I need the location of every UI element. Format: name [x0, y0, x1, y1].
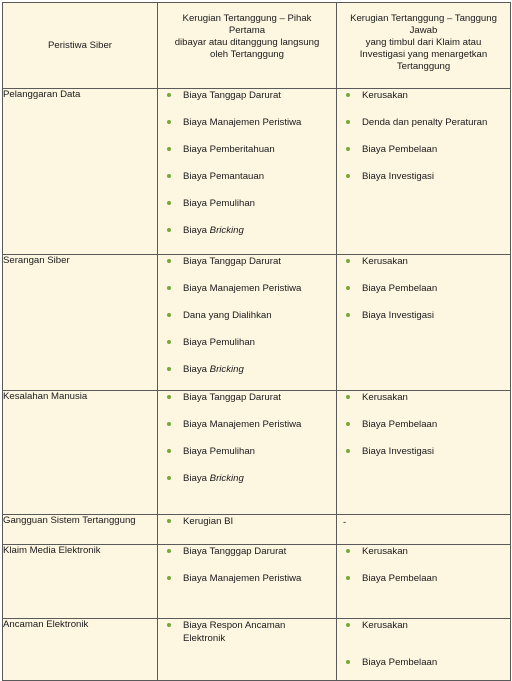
table-row [3, 545, 511, 619]
list-item: Biaya Tanggap Darurat [158, 255, 336, 268]
header-line: dibayar atau ditanggung langsung [174, 37, 320, 48]
table-row [3, 89, 511, 255]
bullet-icon [346, 395, 350, 399]
list-item: Kerugian BI [158, 515, 336, 528]
liability-list [337, 545, 510, 585]
first-party-list [158, 391, 336, 485]
list-item: Kerusakan [337, 619, 510, 632]
first-party-list [158, 545, 336, 585]
bullet-icon [346, 449, 350, 453]
bullet-icon [167, 549, 171, 553]
event-name: Pelanggaran Data [3, 89, 158, 255]
list-item: Biaya Pembelaan [337, 656, 510, 669]
list-item: Dana yang Dialihkan [158, 309, 336, 322]
header-line: Pertama [228, 25, 266, 36]
list-item: Biaya Pembelaan [337, 418, 510, 431]
bullet-icon [167, 286, 171, 290]
bullet-icon [346, 147, 350, 151]
bullet-icon [167, 259, 171, 263]
list-item: Biaya Manajemen Peristiwa [158, 282, 336, 295]
bullet-icon [167, 395, 171, 399]
list-item: Kerusakan [337, 391, 510, 404]
bullet-icon [167, 519, 171, 523]
list-item: Biaya Investigasi [337, 309, 510, 322]
bullet-icon [167, 147, 171, 151]
bullet-icon [346, 313, 350, 317]
liability-list [337, 89, 510, 183]
list-item: Biaya Bricking [158, 224, 336, 237]
bullet-icon [346, 120, 350, 124]
bullet-icon [167, 476, 171, 480]
header-line: yang timbul dari Klaim atau [365, 37, 482, 48]
list-item: Biaya Pembelaan [337, 143, 510, 156]
header-line: Jawab [409, 25, 438, 36]
header-first-party-loss [158, 3, 337, 89]
bullet-icon [167, 93, 171, 97]
bullet-icon [167, 313, 171, 317]
list-item: Denda dan penalty Peraturan [337, 116, 510, 129]
first-party-cell [158, 89, 337, 255]
list-item: Biaya Investigasi [337, 170, 510, 183]
list-item: Biaya Pemulihan [158, 336, 336, 349]
bullet-icon [346, 422, 350, 426]
list-item: Kerusakan [337, 255, 510, 268]
list-item: Kerusakan [337, 89, 510, 102]
header-line: Tertanggung [396, 61, 451, 72]
first-party-cell [158, 391, 337, 515]
list-item: Kerusakan [337, 545, 510, 558]
first-party-list [158, 515, 336, 528]
bullet-icon [167, 228, 171, 232]
first-party-list [158, 619, 336, 645]
header-cyber-event: Peristiwa Siber [3, 3, 158, 89]
bullet-icon [167, 120, 171, 124]
bullet-icon [167, 201, 171, 205]
list-item: Biaya Pemulihan [158, 445, 336, 458]
first-party-cell [158, 545, 337, 619]
liability-cell [337, 619, 511, 681]
bullet-icon [346, 174, 350, 178]
list-item: Biaya Bricking [158, 363, 336, 376]
list-item: Biaya Manajemen Peristiwa [158, 116, 336, 129]
bullet-icon [167, 422, 171, 426]
header-line: Kerugian Tertanggung – Tanggung [350, 13, 497, 24]
list-item: Biaya Pemberitahuan [158, 143, 336, 156]
first-party-cell [158, 515, 337, 545]
list-item: Biaya Tanggap Darurat [158, 391, 336, 404]
liability-list [337, 619, 510, 669]
bullet-icon [167, 449, 171, 453]
table-row [3, 255, 511, 391]
list-item: Biaya Pembelaan [337, 572, 510, 585]
event-name: Serangan Siber [3, 255, 158, 391]
bullet-icon [346, 549, 350, 553]
header-line: Investigasi yang menargetkan [359, 49, 488, 60]
header-line: Kerugian Tertanggung – Pihak [182, 13, 312, 24]
header-row [3, 3, 511, 89]
table-row [3, 391, 511, 515]
list-item: Biaya Tanggap Darurat [158, 89, 336, 102]
first-party-cell [158, 255, 337, 391]
header-liability-loss [337, 3, 511, 89]
list-item: Biaya Manajemen Peristiwa [158, 572, 336, 585]
liability-list [337, 255, 510, 322]
bullet-icon [346, 259, 350, 263]
bullet-icon [346, 623, 350, 627]
table-row [3, 619, 511, 681]
bullet-icon [346, 286, 350, 290]
liability-cell [337, 255, 511, 391]
liability-cell [337, 391, 511, 515]
event-name: Ancaman Elektronik [3, 619, 158, 681]
liability-list [337, 391, 510, 458]
bullet-icon [167, 174, 171, 178]
list-item: Biaya Pemulihan [158, 197, 336, 210]
event-name: Klaim Media Elektronik [3, 545, 158, 619]
list-item: Biaya Tangggap Darurat [158, 545, 336, 558]
liability-cell [337, 89, 511, 255]
bullet-icon [167, 367, 171, 371]
first-party-list [158, 255, 336, 376]
list-item: Biaya Investigasi [337, 445, 510, 458]
empty-dash: - [343, 517, 347, 528]
first-party-cell [158, 619, 337, 681]
bullet-icon [167, 623, 171, 627]
event-name: Kesalahan Manusia [3, 391, 158, 515]
list-item: Biaya Pemantauan [158, 170, 336, 183]
bullet-icon [167, 576, 171, 580]
list-item: Biaya Respon Ancaman Elektronik [158, 619, 336, 645]
event-name: Gangguan Sistem Tertanggung [3, 515, 158, 545]
bullet-icon [346, 660, 350, 664]
header-line: oleh Tertanggung [210, 49, 284, 60]
liability-cell [337, 515, 511, 545]
list-item: Biaya Pembelaan [337, 282, 510, 295]
bullet-icon [346, 576, 350, 580]
cyber-coverage-table [2, 2, 511, 681]
list-item: Biaya Manajemen Peristiwa [158, 418, 336, 431]
table-row [3, 515, 511, 545]
bullet-icon [167, 340, 171, 344]
bullet-icon [346, 93, 350, 97]
first-party-list [158, 89, 336, 237]
list-item: Biaya Bricking [158, 472, 336, 485]
liability-cell [337, 545, 511, 619]
